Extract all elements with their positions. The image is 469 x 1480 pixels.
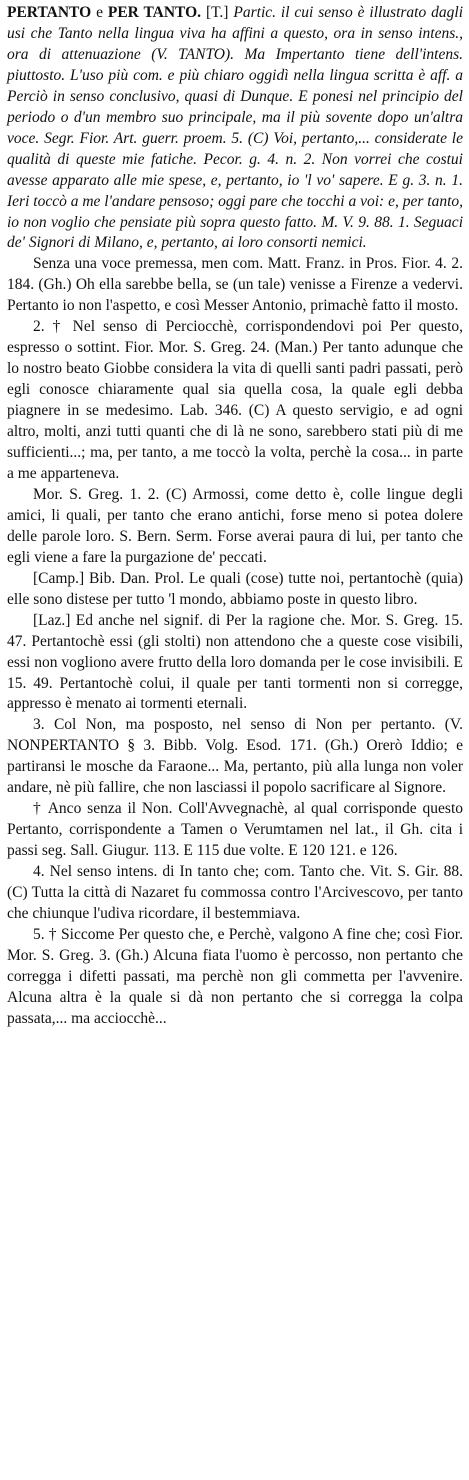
entry-definition: Partic. il cui senso è illustrato dagli usi che Tanto nella lingua viva ha affini a questo, ora in senso intens., ora di attenuazione (V. TANTO). Ma Impertanto tiene dell'intens. piuttosto. L'uso più com. e più chiaro oggidì nella lingua scritta è aff. a Perciò in senso conclusivo, quasi di Dunque. E ponesi nel principio del periodo o d'un membro suo principale, ma il più sovente dopo un'altra voce. Segr. Fior. Art. guerr. proem. 5. (C) Voi, pertanto,... considerate le qualità di queste mie fatiche. Pecor. g. 4. n. 2. Non vorrei che costui avesse apparato alle mie spese, e, pertanto, io 'l vo' sapere. E g. 3. n. 1. Ieri toccò a me l'andare pensoso; oggi pare che tocchi a voi: e, per tanto, io non voglio che pensiate più sopra questo fatto. M. V. 9. 88. 1. Seguaci de' Signori di Milano, e, pertanto, ai loro consorti nemici. [7,4,464,252]
sense-5-paragraph: 5. † Siccome Per questo che, e Perchè, valgono A fine che; così Fior. Mor. S. Greg. 3. (Gh.) Alcuna fiata l'uomo è percosso, non pertanto che corregga i difetti passati, ma perchè non gli commetta per l'avvenire. Alcuna altra è la quale si dà non pertanto che si corregga la colpa passata,... ma acciocchè... [7,925,463,1027]
sense-3-paragraph: 3. Col Non, ma posposto, nel senso di Non per pertanto. (V. NONPERTANTO § 3. Bibb. Volg. Esod. 171. (Gh.) Orerò Iddio; e partiransi le mosche da Faraone... Ma, pertanto, più alla lunga non voler andare, nè più fallire, che non lasciassi il popolo sacrificare al Signore. [7,716,463,797]
headword-variant: PER TANTO. [107,4,202,21]
citation-paragraph: Mor. S. Greg. 1. 2. (C) Armossi, come detto è, colle lingue degli amici, li quali, per tanto che erano antichi, forse meno si potea dolere delle parole loro. S. Bern. Serm. Forse averai paura di lui, per tanto che egli viene a fare la purgazione de' peccati. [7,485,463,566]
sense-2-paragraph: 2. † Nel senso di Perciocchè, corrispondendovi poi Per questo, espresso o sottint. Fior. Mor. S. Greg. 24. (Man.) Per tanto adunque che lo nostro beato Giobbe considera la vita di quelli santi padri passati, però egli conosce chiaramente qual sia quella cosa, la quale egli debba piagnere in se medesimo. Lab. 346. (C) A questo servigio, e ad ogni altro, molti, anzi tutti quanti che di là ne sono, sarebbero stati più di me sufficienti...; ma, per tanto, a me toccò la volta, perchè la cosa... in parte a me apparteneva. [7,318,463,482]
laz-note-paragraph: [Laz.] Ed anche nel signif. di Per la ragione che. Mor. S. Greg. 15. 47. Pertantochè essi (gli stolti) non attendono che a queste cose visibili, essi non vogliono avere frutto della loro domanda per le cose invisibili. E 15. 49. Pertantochè colui, il quale per tanti tormenti non si corregge, appresso è menato ai tormenti eternali. [7,611,463,713]
sense-3-note-paragraph: † Anco senza il Non. Coll'Avvegnachè, al qual corrisponde questo Pertanto, corrispondente a Tamen o Verumtamen nel lat., il Gh. cita i passi seg. Sall. Giugur. 113. E 115 due volte. E 120 121. e 126. [7,800,463,860]
source-tag: [T.] [205,4,229,21]
camp-note-paragraph: [Camp.] Bib. Dan. Prol. Le quali (cose) tutte noi, pertantochè (quia) elle sono distese per tutto 'l mondo, abbiamo poste in questo libro. [7,569,463,608]
entry-paragraph [7,3,463,254]
headword-conjunction: e [96,4,103,21]
headword: PERTANTO [7,4,92,21]
sense-paragraph: Senza una voce premessa, men com. Matt. Franz. in Pros. Fior. 4. 2. 184. (Gh.) Oh ella sarebbe bella, se (un tale) venisse a Firenze a vedervi. Pertanto io non l'aspetto, e così Messer Antonio, primachè fatto il mosto. [7,255,463,315]
sense-4-paragraph: 4. Nel senso intens. di In tanto che; com. Tanto che. Vit. S. Gir. 88. (C) Tutta la città di Nazaret fu commossa contro l'Arcivescovo, per tanto che chiunque l'udiva ricordare, il bestemmiava. [7,863,463,922]
